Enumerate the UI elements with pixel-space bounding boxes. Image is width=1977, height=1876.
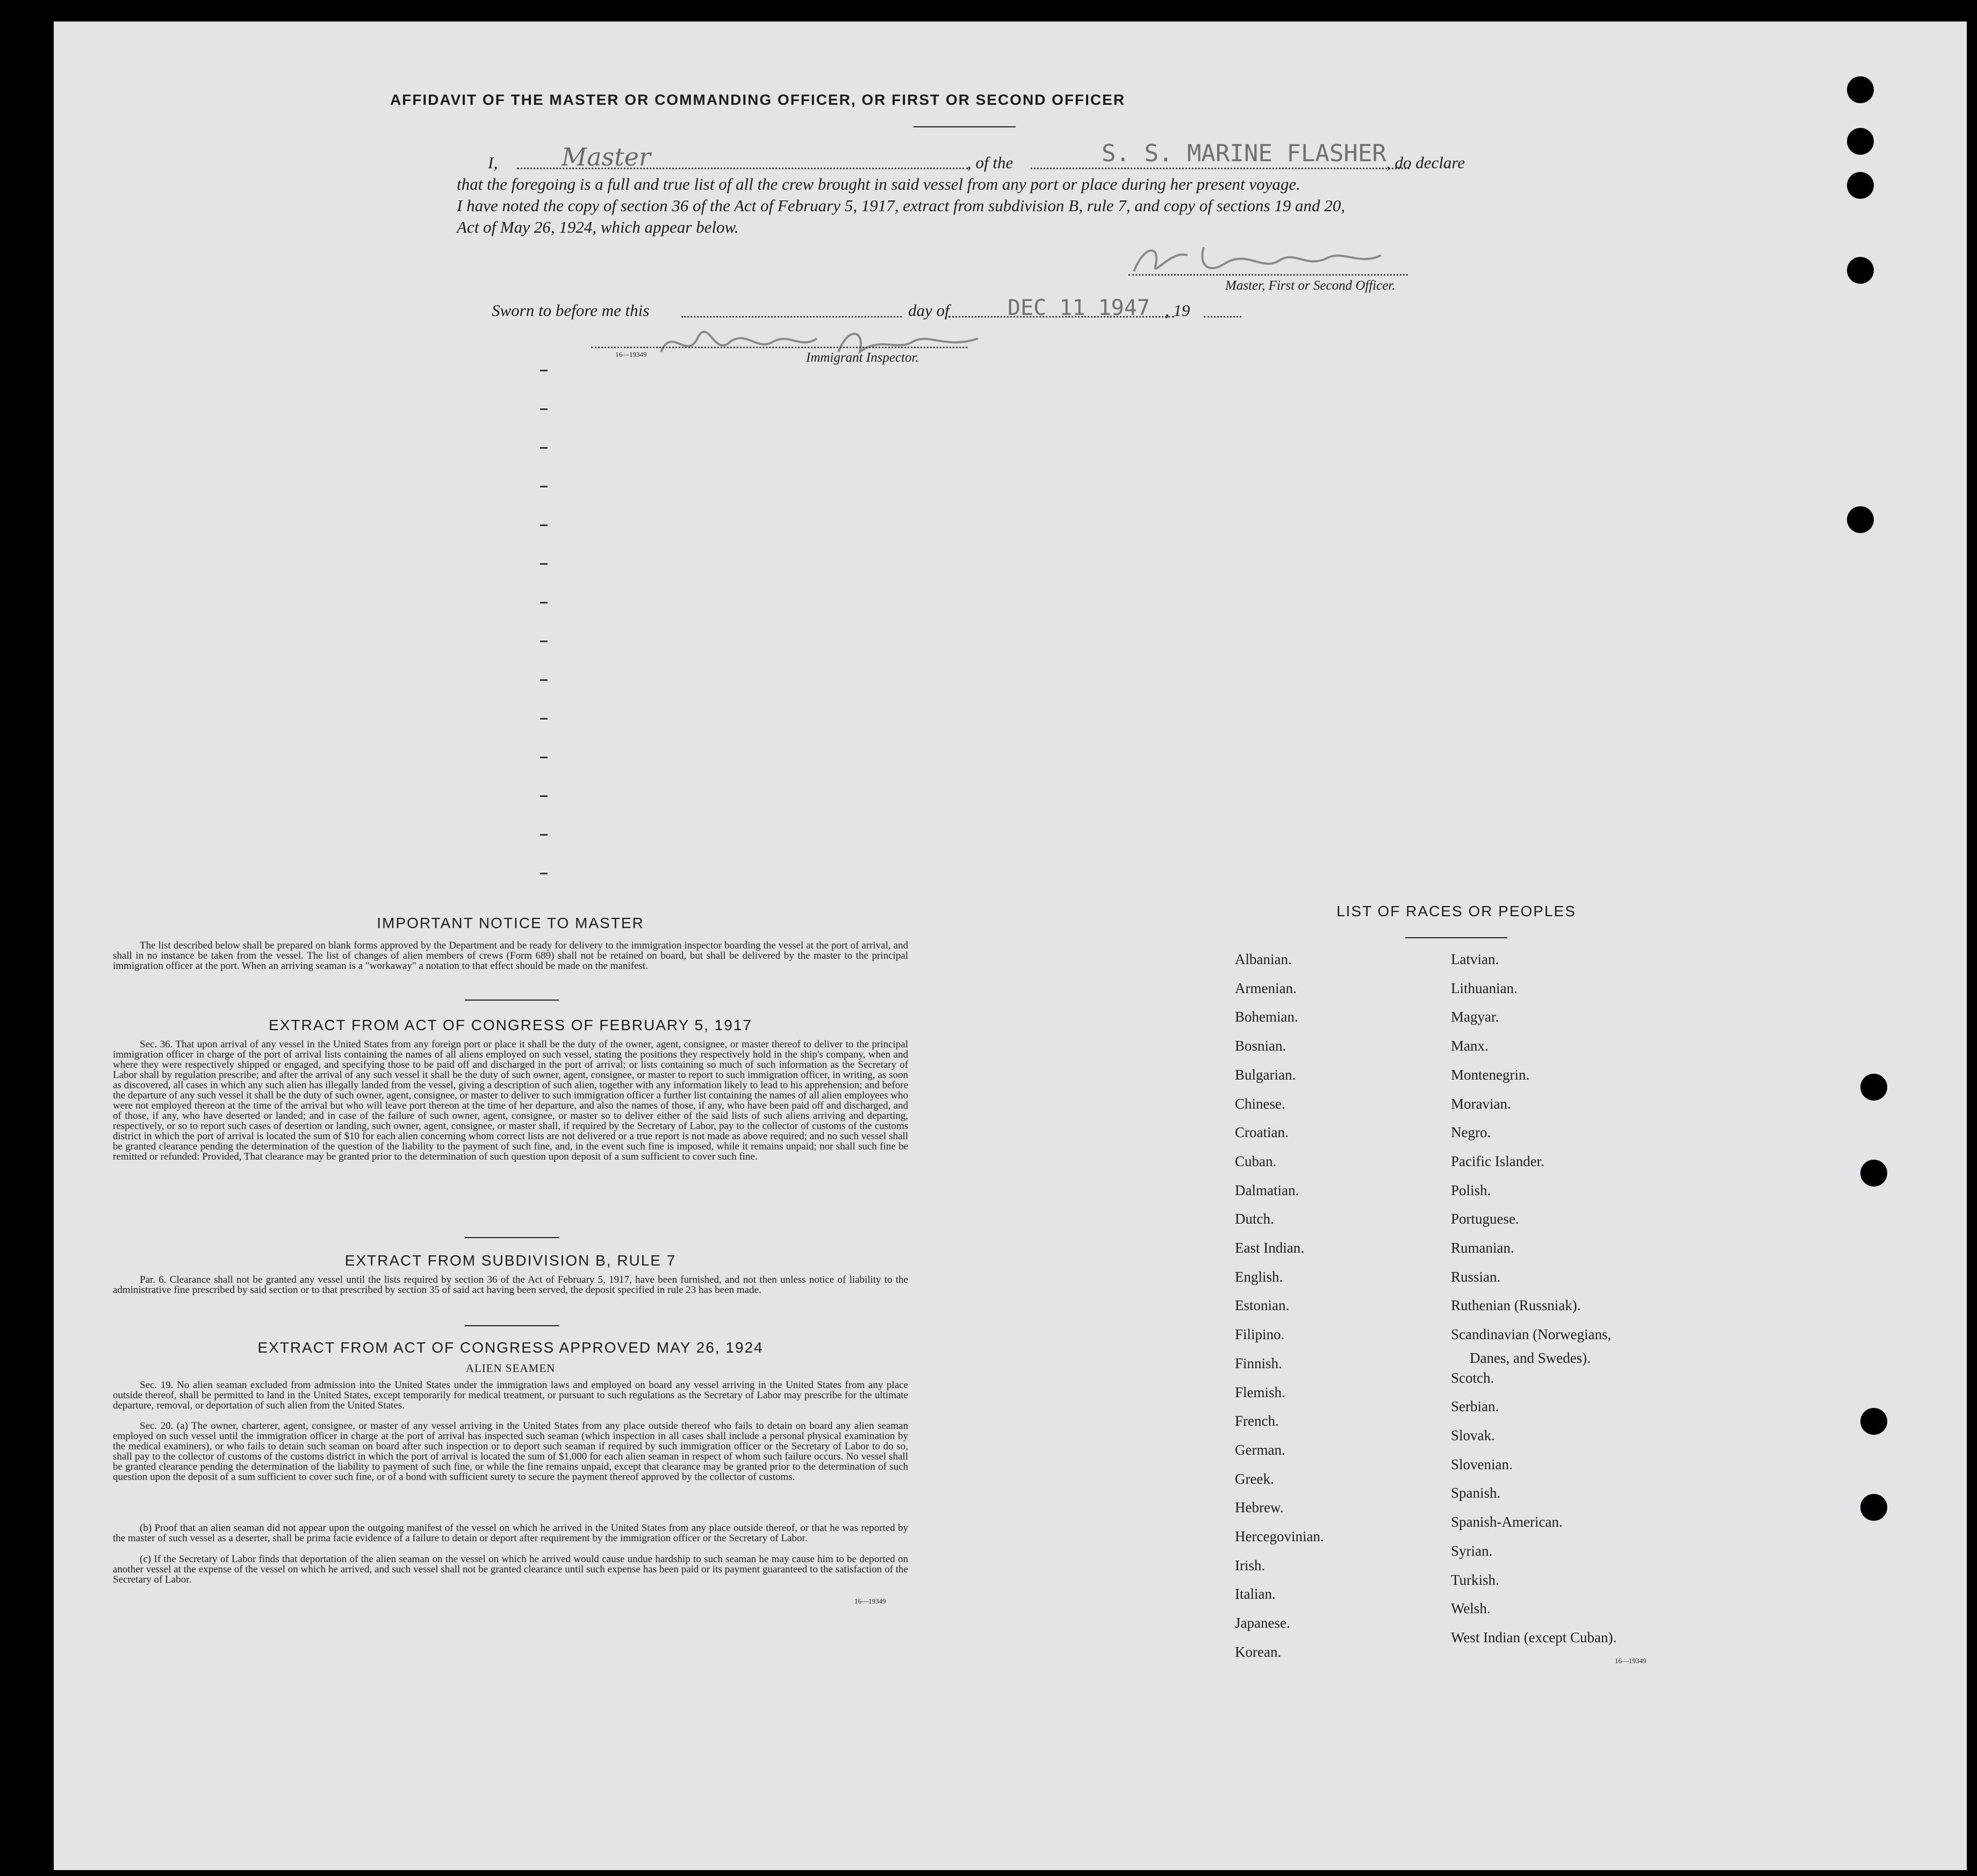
extract-1917-text: Sec. 36. That upon arrival of any vessel in the United States from any foreign port or place it shall be the duty of the owner, agent, consignee, or master thereof to deliver to the principal immigration officer in charge of the port of arrival lists containing the names of all aliens employed on such vessel, stating the positions they respectively hold in the ship's company, when and where they were respectively shipped or engaged, and specifying those to be paid off and discharged in the port of arrival; or lists containing so much of such information as the Secretary of Labor shall by regulation prescribe; and after the arrival of any such vessel it shall be the duty of such owner, agent, consignee, or master to report to such immigration officer, in writing, as soon as discovered, all cases in which any such alien has illegally landed from the vessel, giving a description of such alien, together with any information likely to lead to his apprehension; and before the departure of any such vessel it shall be the duty of such owner, agent, consignee, or master to deliver to such immigration officer a further list containing the names of all alien employees who were not employed thereon at the time of the arrival but who will leave port thereon at the time of her departure, and also the names of those, if any, who have been paid off and discharged, and of those, if any, who have deserted or landed; and in case of the failure of such owner, agent, consignee, or master so to deliver either of the said lists of such aliens arriving and departing, respectively, or so to report such cases of desertion or landing, such owner, agent, consignee, or master shall, if required by the Secretary of Labor, pay to the collector of customs of the customs district in which the port of arrival is located the sum of $10 for each alien concerning whom correct lists are not delivered or a true report is not made as above required; and no such vessel shall be granted clearance pending the determination of the question of the liability to the payment of such fine, and, in the event such fine is imposed, while it remains unpaid; nor shall such fine be remitted or refunded: Provided, That clearance may be granted prior to the determination of such question upon deposit of a sum sufficient to cover such fine. xyxy=(113,1039,908,1162)
divider xyxy=(465,1325,559,1326)
punch-hole xyxy=(1847,128,1874,155)
sworn-day-line xyxy=(681,316,902,318)
race-item: Italian. xyxy=(1235,1586,1276,1602)
race-item: Pacific Islander. xyxy=(1451,1153,1544,1169)
i-label: I, xyxy=(488,153,498,172)
sworn-year-line xyxy=(1204,316,1241,318)
race-item: Russian. xyxy=(1451,1269,1501,1285)
extract-1917-title: EXTRACT FROM ACT OF CONGRESS OF FEBRUARY 5, 1917 xyxy=(269,1017,752,1033)
race-item: Welsh. xyxy=(1451,1600,1491,1616)
race-item: Dutch. xyxy=(1235,1211,1274,1227)
race-item: Armenian. xyxy=(1235,980,1297,996)
form-sheet xyxy=(54,21,1967,1870)
race-item: East Indian. xyxy=(1235,1240,1304,1256)
notice-title: IMPORTANT NOTICE TO MASTER xyxy=(377,915,644,931)
day-of-label: day of xyxy=(908,301,950,320)
race-item: Filipino. xyxy=(1235,1326,1285,1342)
inspector-signature-line xyxy=(591,347,967,348)
extract-1924-title: EXTRACT FROM ACT OF CONGRESS APPROVED MAY 26, 1924 xyxy=(257,1339,764,1356)
race-item: English. xyxy=(1235,1269,1283,1285)
affidavit-title: AFFIDAVIT OF THE MASTER OR COMMANDING OFFICER, OR FIRST OR SECOND OFFICER xyxy=(390,91,1126,108)
race-item: Turkish. xyxy=(1451,1572,1499,1588)
race-item: Finnish. xyxy=(1235,1355,1282,1371)
rule7-title: EXTRACT FROM SUBDIVISION B, RULE 7 xyxy=(344,1252,677,1269)
punch-hole xyxy=(1847,172,1874,199)
race-item: Albanian. xyxy=(1235,951,1292,967)
race-item: Scotch. xyxy=(1451,1370,1494,1386)
race-continuation: Danes, and Swedes). xyxy=(1470,1350,1591,1366)
race-item: Latvian. xyxy=(1451,951,1499,967)
alien-seamen-subtitle: ALIEN SEAMEN xyxy=(465,1362,556,1375)
race-item: Manx. xyxy=(1451,1038,1489,1054)
inspector-caption: Immigrant Inspector. xyxy=(806,350,919,365)
race-item: Polish. xyxy=(1451,1182,1491,1198)
punch-hole xyxy=(1847,506,1874,533)
sec20c-text: (c) If the Secretary of Labor finds that deportation of the alien seaman on the vessel on which he arrived would cause undue hardship to such seaman he may cause him to be deported on another vessel at the expense of the vessel on which he arrived, and such vessel shall not be granted clearance until such expense has been paid or its payment guaranteed to the satisfaction of the Secretary of Labor. xyxy=(113,1554,908,1585)
race-item: Hebrew. xyxy=(1235,1499,1284,1515)
race-item: West Indian (except Cuban). xyxy=(1451,1629,1617,1645)
race-item: Bohemian. xyxy=(1235,1009,1298,1025)
race-item: Bulgarian. xyxy=(1235,1067,1296,1083)
race-item: Ruthenian (Russniak). xyxy=(1451,1297,1581,1313)
punch-hole xyxy=(1847,76,1874,103)
race-item: Spanish-American. xyxy=(1451,1514,1563,1530)
race-item: Serbian. xyxy=(1451,1398,1499,1414)
race-item: Negro. xyxy=(1451,1124,1491,1140)
race-item: Slovak. xyxy=(1451,1427,1495,1443)
race-item: German. xyxy=(1235,1442,1285,1458)
punch-hole xyxy=(1860,1494,1887,1521)
declare-label: , do declare xyxy=(1386,153,1465,172)
race-item: Japanese. xyxy=(1235,1615,1290,1631)
race-item: Syrian. xyxy=(1451,1543,1493,1559)
race-item: Slovenian. xyxy=(1451,1456,1513,1472)
punch-hole xyxy=(1860,1074,1887,1101)
race-item: Estonian. xyxy=(1235,1297,1290,1313)
punch-hole xyxy=(1847,257,1874,284)
extract-form-number: 16—19349 xyxy=(854,1597,886,1605)
master-caption: Master, First or Second Officer. xyxy=(1225,278,1396,293)
race-item: Chinese. xyxy=(1235,1096,1285,1112)
affidavit-form-number: 16—19349 xyxy=(615,350,647,358)
race-item: Croatian. xyxy=(1235,1124,1289,1140)
sworn-label: Sworn to before me this xyxy=(492,301,650,320)
notice-text: The list described below shall be prepared on blank forms approved by the Department and be ready for delivery to the immigration inspector boarding the vessel at the port of arrival, and shall in no instance be taken from the vessel. The list of changes of alien members of crews (Form 689) shall not be retained on board, but shall be delivered by the master to the principal immigration officer at the port. When an arriving seaman is a "workaway" a notation to that effect should be made on the manifest. xyxy=(113,940,908,972)
affidavit-line-2: that the foregoing is a full and true list of all the crew brought in said vessel from any port or place during her present voyage. xyxy=(457,175,1300,193)
divider xyxy=(1405,937,1507,938)
race-item: Montenegrin. xyxy=(1451,1067,1530,1083)
race-item: Bosnian. xyxy=(1235,1038,1286,1054)
race-item: Lithuanian. xyxy=(1451,980,1518,996)
rule7-text: Par. 6. Clearance shall not be granted any vessel until the lists required by section 36 of the Act of February 5, 1917, have been furnished, and not then unless notice of liability to the administrative fine prescribed by said section or to that prescribed by section 35 of said act having been served, the deposit specified in rule 23 has been made. xyxy=(113,1274,908,1296)
punch-hole xyxy=(1860,1160,1887,1187)
race-item: Cuban. xyxy=(1235,1153,1277,1169)
race-item: Korean. xyxy=(1235,1644,1282,1660)
master-name-handwriting: Master xyxy=(562,142,651,171)
races-title: LIST OF RACES OR PEOPLES xyxy=(1336,903,1576,919)
race-item: Rumanian. xyxy=(1451,1240,1514,1256)
race-item: Hercegovinian. xyxy=(1235,1528,1324,1544)
date-stamp: DEC 11 1947 xyxy=(1008,296,1150,320)
of-the-label: , of the xyxy=(967,153,1013,172)
punch-hole xyxy=(1860,1408,1887,1435)
vessel-line xyxy=(1031,168,1410,169)
race-item: Flemish. xyxy=(1235,1384,1285,1400)
sec20b-text: (b) Proof that an alien seaman did not appear upon the outgoing manifest of the vessel on which he arrived in the United States from any place outside thereof, or that he was reported by the master of such vessel as a deserter, shall be prima facie evidence of a failure to detain or deport after requirement by the immigration officer or the Secretary of Labor. xyxy=(113,1522,908,1544)
race-item: Magyar. xyxy=(1451,1009,1499,1025)
race-item: Moravian. xyxy=(1451,1096,1511,1112)
affidavit-line-3: I have noted the copy of section 36 of the Act of February 5, 1917, extract from subdivision B, rule 7, and copy of sections 19 and 20, xyxy=(457,196,1346,215)
race-item: Spanish. xyxy=(1451,1485,1501,1501)
race-item: French. xyxy=(1235,1413,1279,1429)
sec20a-text: Sec. 20. (a) The owner, charterer, agent, consignee, or master of any vessel arriving in the United States from any place outside thereof who fails to detain on board any alien seaman employed on such vessel until the immigration officer in charge at the port of arrival has inspected such seaman (which inspection in all cases shall include a personal physical examination by the medical examiners), or who fails to detain such seaman on board after such inspection or to deport such seaman if required by such immigration officer or the Secretary of Labor to do so, shall pay to the collector of customs of the customs district in which the port of arrival is located the sum of $1,000 for each alien seaman in respect of whom such failure occurs. No vessel shall be granted clearance pending the determination of the liability to payment of such fine, or while the fine remains unpaid, except that clearance may be granted prior to the determination of such question upon the deposit of a sum sufficient to cover such fine, or of a bond with sufficient surety to secure the payment thereof approved by the collector of customs. xyxy=(113,1420,908,1483)
master-signature-line xyxy=(1128,274,1408,276)
race-item: Greek. xyxy=(1235,1471,1274,1487)
race-item: Dalmatian. xyxy=(1235,1182,1299,1198)
race-item: Irish. xyxy=(1235,1557,1266,1573)
year-label: , 19 xyxy=(1165,301,1190,320)
divider xyxy=(465,1000,559,1001)
divider xyxy=(465,1237,559,1238)
sec19-text: Sec. 19. No alien seaman excluded from admission into the United States under the immigration laws and employed on board any vessel arriving in the United States from any place outside thereof, shall be permitted to land in the United States, except temporarily for medical treatment, or pursuant to such regulations as the Secretary of Labor may prescribe for the ultimate departure, removal, or deportation of such alien from the United States. xyxy=(113,1379,908,1411)
divider xyxy=(914,126,1016,127)
race-item: Scandinavian (Norwegians, xyxy=(1451,1326,1612,1342)
affidavit-line-4: Act of May 26, 1924, which appear below. xyxy=(457,218,739,236)
vessel-name-stamp: S. S. MARINE FLASHER xyxy=(1102,140,1386,167)
race-item: Portuguese. xyxy=(1451,1211,1519,1227)
races-form-number: 16—19349 xyxy=(1615,1657,1647,1665)
